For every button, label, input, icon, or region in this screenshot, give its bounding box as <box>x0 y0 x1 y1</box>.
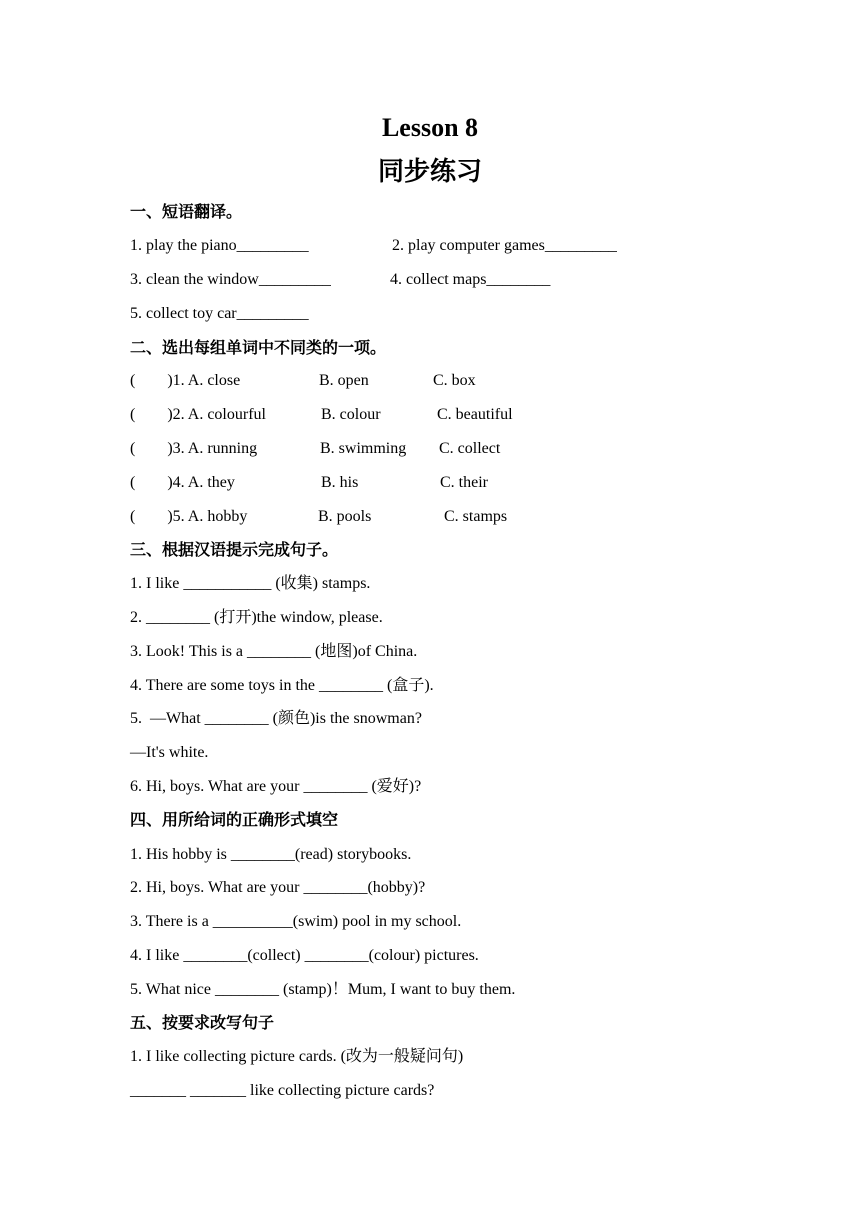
section-3-heading: 三、根据汉语提示完成句子。 <box>130 540 339 559</box>
s3-item-5-answer: —It's white. <box>130 744 209 761</box>
s4-item-2: 2. Hi, boys. What are your ________(hobby)? <box>130 879 426 896</box>
s3-item-2: 2. ________ (打开)the window, please. <box>130 609 383 626</box>
lesson-title: Lesson 8 <box>381 113 479 142</box>
s2-row-2-option-c: C. beautiful <box>437 406 513 423</box>
s3-item-1: 1. I like ___________ (收集) stamps. <box>130 575 371 592</box>
s1-item-4: 4. collect maps________ <box>390 271 551 288</box>
s2-row-3-option-c: C. collect <box>439 440 501 457</box>
section-4-heading: 四、用所给词的正确形式填空 <box>130 810 339 829</box>
s2-row-4-option-c: C. their <box>440 474 488 491</box>
s2-row-1-question: ( )1. A. close <box>130 372 241 389</box>
s4-item-3: 3. There is a __________(swim) pool in my school. <box>130 913 462 930</box>
s2-row-3-option-b: B. swimming <box>320 440 407 457</box>
s5-item-1-answer: _______ _______ like collecting picture cards? <box>130 1082 435 1099</box>
s2-row-4-question: ( )4. A. they <box>130 474 235 491</box>
s2-row-2-question: ( )2. A. colourful <box>130 406 266 423</box>
s1-item-5: 5. collect toy car_________ <box>130 305 309 322</box>
s2-row-5-question: ( )5. A. hobby <box>130 508 248 525</box>
s2-row-5-option-b: B. pools <box>318 508 372 525</box>
s2-row-3-question: ( )3. A. running <box>130 440 258 457</box>
s3-item-5: 5. —What ________ (颜色)is the snowman? <box>130 710 422 727</box>
s4-item-1: 1. His hobby is ________(read) storybooks. <box>130 846 412 863</box>
s1-item-2: 2. play computer games_________ <box>392 237 617 254</box>
s1-item-3: 3. clean the window_________ <box>130 271 331 288</box>
section-5-heading: 五、按要求改写句子 <box>130 1013 275 1032</box>
s2-row-2-option-b: B. colour <box>321 406 381 423</box>
section-1-heading: 一、短语翻译。 <box>130 202 243 221</box>
s1-item-1: 1. play the piano_________ <box>130 237 309 254</box>
s4-item-5: 5. What nice ________ (stamp)！Mum, I want to buy them. <box>130 981 516 998</box>
s5-item-1: 1. I like collecting picture cards. (改为一般疑问句) <box>130 1048 464 1065</box>
s2-row-5-option-c: C. stamps <box>444 508 508 525</box>
section-2-heading: 二、选出每组单词中不同类的一项。 <box>130 338 387 357</box>
s3-item-6: 6. Hi, boys. What are your ________ (爱好)? <box>130 778 422 795</box>
s2-row-1-option-b: B. open <box>319 372 369 389</box>
s4-item-4: 4. I like ________(collect) ________(colour) pictures. <box>130 947 479 964</box>
lesson-subtitle: 同步练习 <box>377 157 482 187</box>
s3-item-4: 4. There are some toys in the ________ (盒子). <box>130 677 434 694</box>
s2-row-1-option-c: C. box <box>433 372 476 389</box>
s2-row-4-option-b: B. his <box>321 474 359 491</box>
s3-item-3: 3. Look! This is a ________ (地图)of China. <box>130 643 418 660</box>
